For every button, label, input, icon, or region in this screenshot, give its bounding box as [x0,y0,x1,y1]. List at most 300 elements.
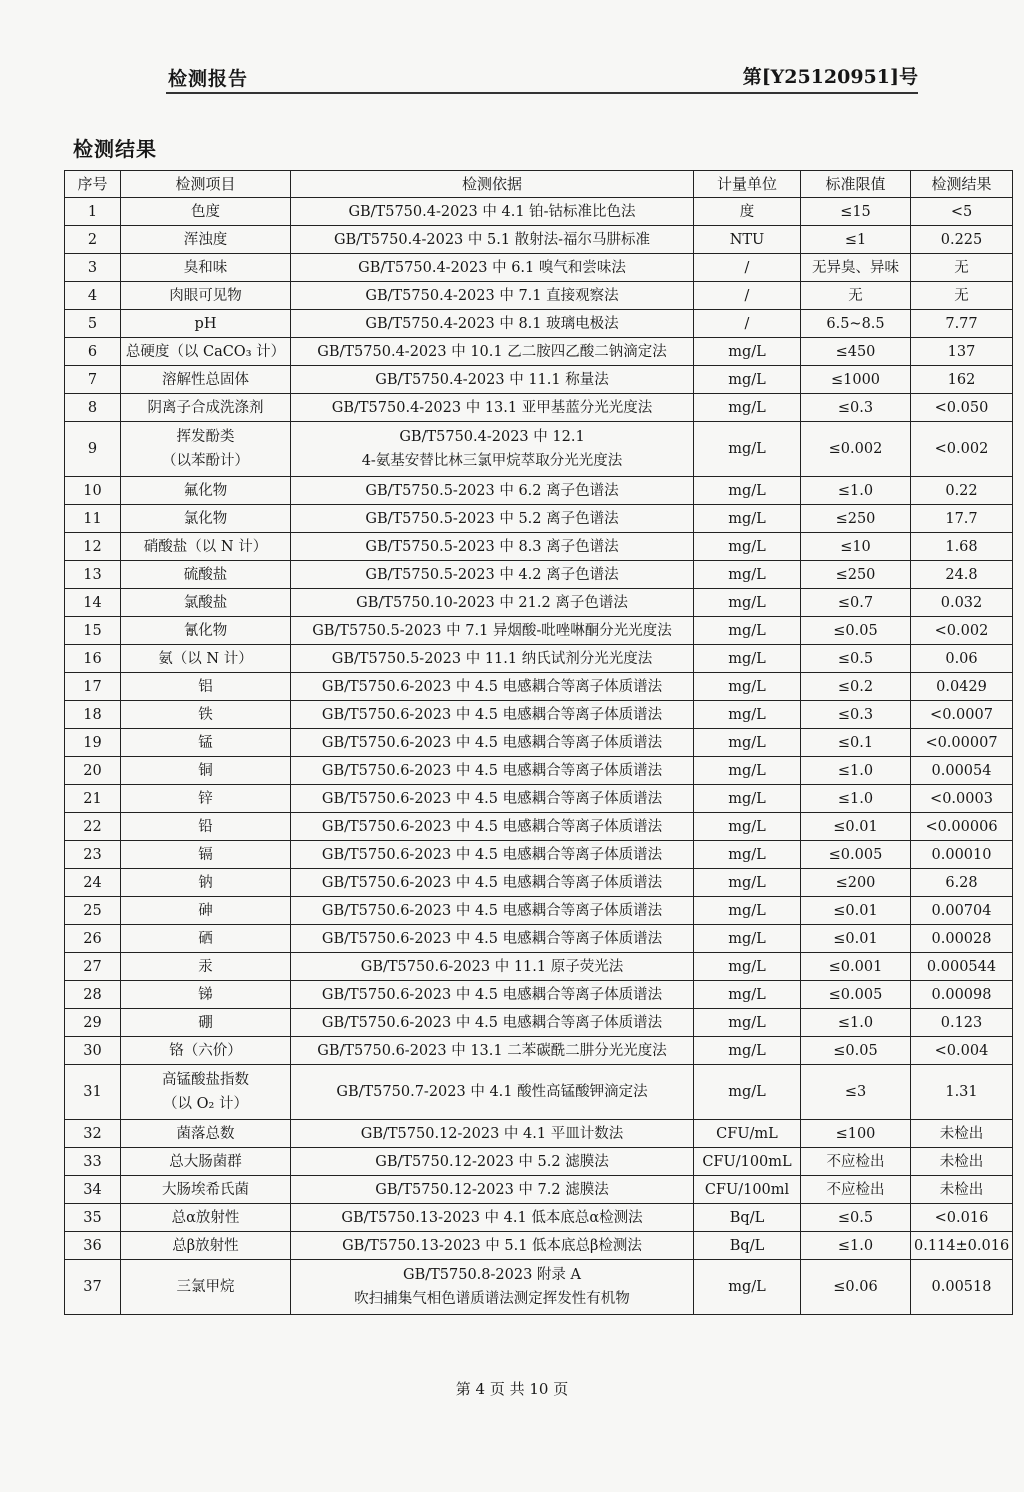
table-row [65,1148,1013,1176]
test-basis-cell [291,589,694,617]
row-number-cell: 19 [65,729,121,757]
table-row [65,1065,1013,1120]
test-basis-cell [291,953,694,981]
result-cell: 0.000544 [911,953,1013,981]
limit-cell: ≤1.0 [801,1009,911,1037]
limit-cell: ≤0.1 [801,729,911,757]
table-row [65,701,1013,729]
test-basis-cell [291,338,694,366]
test-item-cell: 砷 [121,897,291,925]
test-item-cell: 菌落总数 [121,1120,291,1148]
column-header: 检测结果 [911,171,1013,198]
test-basis-cell-line: GB/T5750.6-2023 中 13.1 二苯碳酰二肼分光光度法 [317,1042,667,1059]
limit-cell: ≤0.01 [801,925,911,953]
table-row [65,254,1013,282]
table-row [65,813,1013,841]
test-item-cell: 总硬度（以 CaCO₃ 计） [121,338,291,366]
test-basis-cell-line: GB/T5750.6-2023 中 4.5 电感耦合等离子体质谱法 [321,818,663,835]
report-label: 检测报告 [168,68,249,90]
result-cell: 24.8 [911,561,1013,589]
test-basis-cell-line: GB/T5750.4-2023 中 5.1 散射法-福尔马肼标准 [333,231,651,248]
limit-cell: ≤0.06 [801,1260,911,1315]
result-cell: 0.00704 [911,897,1013,925]
test-item-cell: 大肠埃希氏菌 [121,1176,291,1204]
limit-cell: 不应检出 [801,1148,911,1176]
test-basis-cell [291,813,694,841]
test-item-cell: 硫酸盐 [121,561,291,589]
test-item-cell: 臭和味 [121,254,291,282]
test-item-cell: 肉眼可见物 [121,282,291,310]
test-basis-cell-line: GB/T5750.6-2023 中 4.5 电感耦合等离子体质谱法 [321,986,663,1003]
test-basis-cell-line: GB/T5750.12-2023 中 7.2 滤膜法 [375,1181,609,1198]
test-item-cell: pH [121,310,291,338]
table-row [65,785,1013,813]
result-cell: 162 [911,366,1013,394]
table-row [65,1232,1013,1260]
test-item-cell-line: （以苯酚计） [162,453,249,469]
result-cell: 0.06 [911,645,1013,673]
unit-cell: mg/L [694,422,801,477]
test-basis-cell-line: GB/T5750.4-2023 中 4.1 铂-钴标准比色法 [348,203,636,220]
unit-cell: mg/L [694,673,801,701]
result-cell: 1.31 [911,1065,1013,1120]
test-basis-cell-line: GB/T5750.6-2023 中 4.5 电感耦合等离子体质谱法 [321,706,663,723]
test-basis-cell [291,841,694,869]
row-number-cell: 16 [65,645,121,673]
result-cell: 无 [911,282,1013,310]
test-basis-cell [291,198,694,226]
table-row [65,841,1013,869]
test-basis-cell [291,757,694,785]
test-item-cell: 硼 [121,1009,291,1037]
report-header [166,58,918,94]
unit-cell: NTU [694,226,801,254]
row-number-cell: 25 [65,897,121,925]
table-row [65,645,1013,673]
test-item-cell: 汞 [121,953,291,981]
unit-cell: mg/L [694,785,801,813]
row-number-cell: 18 [65,701,121,729]
results-table-body [65,198,1013,1315]
test-basis-cell [291,1204,694,1232]
test-basis-cell-line: GB/T5750.5-2023 中 8.3 离子色谱法 [365,538,619,555]
result-cell: 无 [911,254,1013,282]
limit-cell: 无 [801,282,911,310]
row-number-cell: 21 [65,785,121,813]
limit-cell: ≤0.005 [801,841,911,869]
result-cell: <0.0007 [911,701,1013,729]
test-basis-cell [291,394,694,422]
test-item-cell: 总大肠菌群 [121,1148,291,1176]
test-basis-cell [291,981,694,1009]
test-basis-cell [291,1260,694,1315]
test-basis-cell [291,561,694,589]
test-item-cell: 铬（六价） [121,1037,291,1065]
table-row [65,1037,1013,1065]
test-basis-cell-line: GB/T5750.6-2023 中 4.5 电感耦合等离子体质谱法 [321,734,663,751]
limit-cell: ≤3 [801,1065,911,1120]
limit-cell: ≤0.5 [801,645,911,673]
row-number-cell: 17 [65,673,121,701]
result-cell: 未检出 [911,1148,1013,1176]
test-basis-cell [291,729,694,757]
test-basis-cell [291,869,694,897]
limit-cell: ≤1 [801,226,911,254]
unit-cell: Bq/L [694,1232,801,1260]
header-row [65,171,1013,198]
limit-cell: ≤250 [801,561,911,589]
limit-cell: ≤0.002 [801,422,911,477]
test-item-cell: 铁 [121,701,291,729]
result-cell: 1.68 [911,533,1013,561]
table-row [65,505,1013,533]
test-basis-cell-line: GB/T5750.6-2023 中 4.5 电感耦合等离子体质谱法 [321,874,663,891]
test-item-cell: 铅 [121,813,291,841]
unit-cell: / [694,310,801,338]
table-row [65,310,1013,338]
unit-cell: / [694,254,801,282]
result-cell: 0.00518 [911,1260,1013,1315]
row-number-cell: 34 [65,1176,121,1204]
test-basis-cell-line: GB/T5750.6-2023 中 4.5 电感耦合等离子体质谱法 [321,902,663,919]
unit-cell: mg/L [694,981,801,1009]
row-number-cell: 9 [65,422,121,477]
test-basis-cell [291,226,694,254]
row-number-cell: 6 [65,338,121,366]
table-row [65,1009,1013,1037]
limit-cell: ≤0.05 [801,1037,911,1065]
test-item-cell: 氨（以 N 计） [121,645,291,673]
table-row [65,1176,1013,1204]
limit-cell: 不应检出 [801,1176,911,1204]
row-number-cell: 7 [65,366,121,394]
test-basis-cell [291,1065,694,1120]
limit-cell: ≤0.3 [801,701,911,729]
test-basis-cell [291,505,694,533]
test-basis-cell-line: GB/T5750.6-2023 中 11.1 原子荧光法 [360,958,624,975]
test-basis-cell [291,897,694,925]
table-row [65,561,1013,589]
limit-cell: ≤0.01 [801,813,911,841]
unit-cell: / [694,282,801,310]
test-item-cell: 氯化物 [121,505,291,533]
row-number-cell: 22 [65,813,121,841]
test-item-cell: 硝酸盐（以 N 计） [121,533,291,561]
row-number-cell: 37 [65,1260,121,1315]
test-basis-cell-line: GB/T5750.5-2023 中 5.2 离子色谱法 [365,510,619,527]
test-basis-cell-line: GB/T5750.4-2023 中 7.1 直接观察法 [365,287,619,304]
unit-cell: mg/L [694,1260,801,1315]
unit-cell: mg/L [694,589,801,617]
result-cell: <0.004 [911,1037,1013,1065]
result-cell: 0.22 [911,477,1013,505]
limit-cell: ≤250 [801,505,911,533]
row-number-cell: 4 [65,282,121,310]
table-row [65,282,1013,310]
result-cell: 0.123 [911,1009,1013,1037]
results-table-header [65,171,1013,198]
table-row [65,981,1013,1009]
result-cell: 0.00054 [911,757,1013,785]
test-basis-cell-line: GB/T5750.10-2023 中 21.2 离子色谱法 [356,594,628,611]
test-basis-cell-line: GB/T5750.4-2023 中 10.1 乙二胺四乙酸二钠滴定法 [317,343,667,360]
test-basis-cell-line: GB/T5750.6-2023 中 4.5 电感耦合等离子体质谱法 [321,678,663,695]
row-number-cell: 1 [65,198,121,226]
limit-cell: ≤0.2 [801,673,911,701]
limit-cell: ≤200 [801,869,911,897]
test-item-cell: 锰 [121,729,291,757]
table-row [65,729,1013,757]
result-cell: 0.0429 [911,673,1013,701]
row-number-cell: 2 [65,226,121,254]
limit-cell: ≤15 [801,198,911,226]
test-basis-cell-line: GB/T5750.4-2023 中 13.1 亚甲基蓝分光光度法 [331,399,653,416]
result-cell: 0.225 [911,226,1013,254]
unit-cell: mg/L [694,505,801,533]
unit-cell: mg/L [694,366,801,394]
result-cell: <0.050 [911,394,1013,422]
row-number-cell: 11 [65,505,121,533]
test-basis-cell-line: 4-氨基安替比林三氯甲烷萃取分光光度法 [361,453,623,469]
limit-cell: 无异臭、异味 [801,254,911,282]
row-number-cell: 26 [65,925,121,953]
row-number-cell: 35 [65,1204,121,1232]
test-basis-cell [291,785,694,813]
test-item-cell: 铝 [121,673,291,701]
unit-cell: mg/L [694,1009,801,1037]
test-basis-cell-line: GB/T5750.12-2023 中 5.2 滤膜法 [375,1153,609,1170]
test-item-cell: 溶解性总固体 [121,366,291,394]
unit-cell: mg/L [694,953,801,981]
table-row [65,338,1013,366]
test-basis-cell-line: GB/T5750.12-2023 中 4.1 平皿计数法 [360,1125,624,1142]
row-number-cell: 24 [65,869,121,897]
row-number-cell: 30 [65,1037,121,1065]
row-number-cell: 32 [65,1120,121,1148]
limit-cell: ≤100 [801,1120,911,1148]
test-basis-cell [291,422,694,477]
section-title: 检测结果 [73,137,157,161]
result-cell: <0.002 [911,422,1013,477]
table-row [65,1204,1013,1232]
test-basis-cell [291,477,694,505]
unit-cell: mg/L [694,813,801,841]
test-basis-cell-line: GB/T5750.13-2023 中 4.1 低本底总α检测法 [341,1209,643,1226]
table-row [65,477,1013,505]
row-number-cell: 10 [65,477,121,505]
test-item-cell [121,422,291,477]
test-basis-cell-line: GB/T5750.7-2023 中 4.1 酸性高锰酸钾滴定法 [336,1084,648,1100]
test-basis-cell [291,1232,694,1260]
unit-cell: mg/L [694,561,801,589]
result-cell: 7.77 [911,310,1013,338]
unit-cell: mg/L [694,841,801,869]
result-cell: 17.7 [911,505,1013,533]
result-cell: 0.032 [911,589,1013,617]
test-item-cell: 硒 [121,925,291,953]
table-row [65,394,1013,422]
test-basis-cell [291,617,694,645]
unit-cell: mg/L [694,477,801,505]
result-cell: 0.00098 [911,981,1013,1009]
test-item-cell: 三氯甲烷 [121,1260,291,1315]
test-item-cell: 镉 [121,841,291,869]
result-cell: 未检出 [911,1176,1013,1204]
row-number-cell: 15 [65,617,121,645]
unit-cell: mg/L [694,897,801,925]
test-basis-cell [291,1037,694,1065]
column-header: 标准限值 [801,171,911,198]
limit-cell: ≤0.001 [801,953,911,981]
test-basis-cell [291,310,694,338]
row-number-cell: 20 [65,757,121,785]
test-basis-cell [291,645,694,673]
row-number-cell: 27 [65,953,121,981]
unit-cell: mg/L [694,701,801,729]
table-row [65,897,1013,925]
unit-cell: CFU/mL [694,1120,801,1148]
unit-cell: 度 [694,198,801,226]
unit-cell: mg/L [694,394,801,422]
limit-cell: ≤1.0 [801,1232,911,1260]
limit-cell: ≤450 [801,338,911,366]
unit-cell: CFU/100ml [694,1176,801,1204]
test-basis-cell [291,254,694,282]
test-basis-cell-line: GB/T5750.5-2023 中 4.2 离子色谱法 [365,566,619,583]
column-header: 检测依据 [291,171,694,198]
row-number-cell: 23 [65,841,121,869]
test-item-cell: 锌 [121,785,291,813]
limit-cell: ≤0.05 [801,617,911,645]
test-basis-cell [291,701,694,729]
limit-cell: ≤0.01 [801,897,911,925]
table-row [65,673,1013,701]
limit-cell: ≤10 [801,533,911,561]
row-number-cell: 13 [65,561,121,589]
test-item-cell: 钠 [121,869,291,897]
row-number-cell: 31 [65,1065,121,1120]
unit-cell: mg/L [694,729,801,757]
result-cell: 6.28 [911,869,1013,897]
test-basis-cell-line: GB/T5750.4-2023 中 6.1 嗅气和尝味法 [358,259,626,276]
test-basis-cell [291,1176,694,1204]
row-number-cell: 36 [65,1232,121,1260]
result-cell: <0.00007 [911,729,1013,757]
test-item-cell: 氰化物 [121,617,291,645]
test-basis-cell-line: GB/T5750.5-2023 中 6.2 离子色谱法 [365,482,619,499]
result-cell: 0.00010 [911,841,1013,869]
column-header: 序号 [65,171,121,198]
unit-cell: mg/L [694,1065,801,1120]
row-number-cell: 3 [65,254,121,282]
unit-cell: mg/L [694,757,801,785]
result-cell: <0.002 [911,617,1013,645]
test-item-cell: 色度 [121,198,291,226]
limit-cell: 6.5~8.5 [801,310,911,338]
limit-cell: ≤1.0 [801,757,911,785]
test-item-cell: 总α放射性 [121,1204,291,1232]
row-number-cell: 29 [65,1009,121,1037]
test-basis-cell-line: GB/T5750.13-2023 中 5.1 低本底总β检测法 [342,1237,642,1254]
test-basis-cell-line: GB/T5750.5-2023 中 7.1 异烟酸-吡唑啉酮分光光度法 [312,622,672,639]
test-basis-cell-line: GB/T5750.4-2023 中 8.1 玻璃电极法 [365,315,619,332]
unit-cell: mg/L [694,338,801,366]
test-basis-cell-line: GB/T5750.8-2023 附录 A [402,1267,582,1283]
table-row [65,1260,1013,1315]
test-basis-cell [291,282,694,310]
limit-cell: ≤0.7 [801,589,911,617]
unit-cell: Bq/L [694,1204,801,1232]
table-row [65,589,1013,617]
column-header: 计量单位 [694,171,801,198]
test-item-cell-line: 挥发酚类 [176,429,235,445]
table-row [65,1120,1013,1148]
test-basis-cell [291,673,694,701]
result-cell: <0.0003 [911,785,1013,813]
unit-cell: mg/L [694,1037,801,1065]
test-basis-cell [291,1120,694,1148]
table-row [65,757,1013,785]
result-cell: <0.00006 [911,813,1013,841]
row-number-cell: 28 [65,981,121,1009]
test-basis-cell [291,1148,694,1176]
row-number-cell: 14 [65,589,121,617]
test-basis-cell-line: GB/T5750.6-2023 中 4.5 电感耦合等离子体质谱法 [321,846,663,863]
row-number-cell: 33 [65,1148,121,1176]
unit-cell: mg/L [694,925,801,953]
row-number-cell: 12 [65,533,121,561]
result-cell: <5 [911,198,1013,226]
unit-cell: CFU/100mL [694,1148,801,1176]
test-basis-cell-line: GB/T5750.6-2023 中 4.5 电感耦合等离子体质谱法 [321,930,663,947]
limit-cell: ≤1.0 [801,785,911,813]
table-row [65,422,1013,477]
test-basis-cell [291,1009,694,1037]
results-table [64,170,1013,1315]
test-item-cell-line: （以 O₂ 计） [163,1096,248,1112]
test-item-cell [121,1065,291,1120]
table-row [65,533,1013,561]
report-number: 第[Y25120951]号 [742,66,918,88]
page-indicator: 第 4 页 共 10 页 [455,1380,569,1398]
test-basis-cell [291,366,694,394]
test-item-cell: 锑 [121,981,291,1009]
unit-cell: mg/L [694,645,801,673]
table-row [65,869,1013,897]
limit-cell: ≤1000 [801,366,911,394]
table-row [65,925,1013,953]
result-cell: <0.016 [911,1204,1013,1232]
test-basis-cell-line: GB/T5750.4-2023 中 12.1 [399,429,585,445]
limit-cell: ≤0.5 [801,1204,911,1232]
unit-cell: mg/L [694,617,801,645]
limit-cell: ≤0.3 [801,394,911,422]
column-header: 检测项目 [121,171,291,198]
limit-cell: ≤1.0 [801,477,911,505]
test-basis-cell-line: GB/T5750.6-2023 中 4.5 电感耦合等离子体质谱法 [321,790,663,807]
result-cell: 0.114±0.016 [911,1232,1013,1260]
test-basis-cell-line: GB/T5750.6-2023 中 4.5 电感耦合等离子体质谱法 [321,1014,663,1031]
test-item-cell: 氯酸盐 [121,589,291,617]
row-number-cell: 5 [65,310,121,338]
result-cell: 未检出 [911,1120,1013,1148]
unit-cell: mg/L [694,869,801,897]
test-basis-cell [291,925,694,953]
test-basis-cell [291,533,694,561]
table-row [65,226,1013,254]
table-row [65,366,1013,394]
result-cell: 137 [911,338,1013,366]
